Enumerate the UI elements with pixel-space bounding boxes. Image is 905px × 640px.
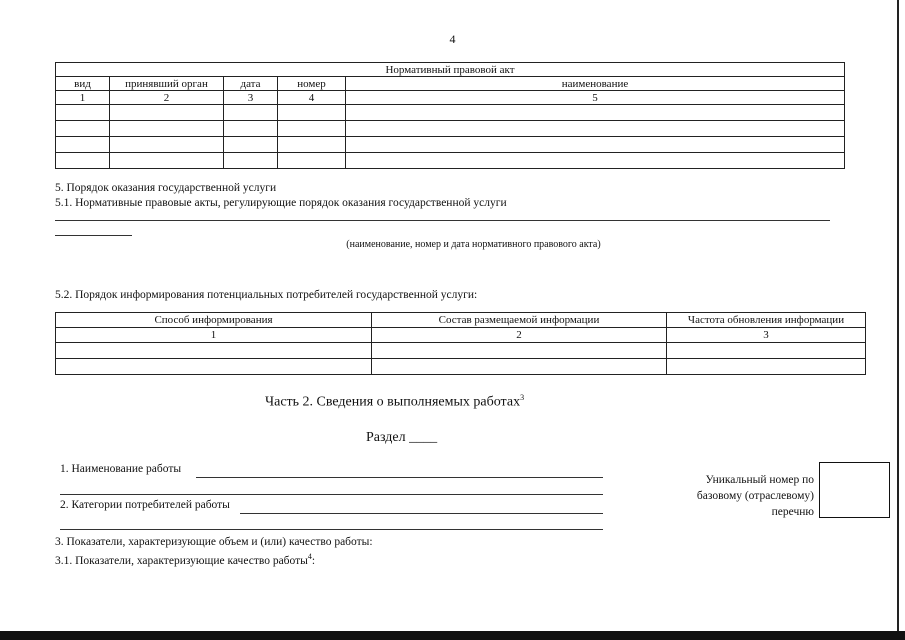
scan-edge: [897, 0, 899, 632]
consumer-category-label: 2. Категории потребителей работы: [60, 499, 230, 511]
col-header-name: наименование: [346, 77, 845, 91]
table-row: [56, 153, 845, 169]
table-row: [56, 359, 866, 375]
page-number: 4: [449, 32, 456, 46]
section3-heading: 3. Показатели, характеризующие объем и (или) качество работы:: [55, 536, 373, 548]
section5-2-heading: 5.2. Порядок информирования потенциальных потребителей государственной услуги:: [55, 289, 478, 301]
col-header-authority: принявший орган: [110, 77, 224, 91]
fill-line: [196, 477, 603, 478]
table-row: [56, 105, 845, 121]
table-row: [56, 121, 845, 137]
unique-number-label: Уникальный номер по базовому (отраслевому) перечню: [696, 474, 814, 518]
section3-1-heading: 3.1. Показатели, характеризующие качество работы$^4$:: [55, 552, 316, 567]
footnote-ref: 3: [520, 393, 525, 402]
part2-title: Часть 2. Сведения о выполняемых работах$^3$: [265, 393, 525, 410]
legal-act-caption: (наименование, номер и дата нормативного правового акта): [346, 239, 601, 250]
table-row: [56, 343, 866, 359]
fill-line: [60, 529, 603, 530]
fill-line: [55, 235, 132, 236]
col-header-method: Способ информирования: [56, 313, 372, 328]
fill-line: [60, 494, 603, 495]
col-number-3: 3: [667, 328, 866, 343]
fill-line: [240, 513, 603, 514]
legal-acts-table: [55, 62, 845, 169]
col-header-date: дата: [224, 77, 278, 91]
col-header-frequency: Частота обновления информации: [667, 313, 866, 328]
section-label: Раздел ____: [366, 430, 438, 445]
col-number-5: 5: [346, 91, 845, 105]
fill-line: [55, 220, 830, 221]
scan-bottom-edge: [0, 631, 905, 640]
table-row: [56, 137, 845, 153]
col-number-2: 2: [110, 91, 224, 105]
col-header-kind: вид: [56, 77, 110, 91]
col-number-1: 1: [56, 91, 110, 105]
section5-1-heading: 5.1. Нормативные правовые акты, регулирующие порядок оказания государственной услуги: [55, 197, 507, 209]
col-number-3: 3: [224, 91, 278, 105]
col-number-1: 1: [56, 328, 372, 343]
col-header-content: Состав размещаемой информации: [372, 313, 667, 328]
inform-table: [55, 312, 866, 375]
footnote-ref: 4: [307, 552, 312, 561]
col-number-4: 4: [278, 91, 346, 105]
unique-number-box[interactable]: [819, 462, 890, 518]
section5-heading: 5. Порядок оказания государственной услуги: [55, 182, 277, 194]
work-name-label: 1. Наименование работы: [60, 463, 182, 475]
col-header-number: номер: [278, 77, 346, 91]
legal-acts-title: Нормативный правовой акт: [56, 63, 845, 77]
col-number-2: 2: [372, 328, 667, 343]
